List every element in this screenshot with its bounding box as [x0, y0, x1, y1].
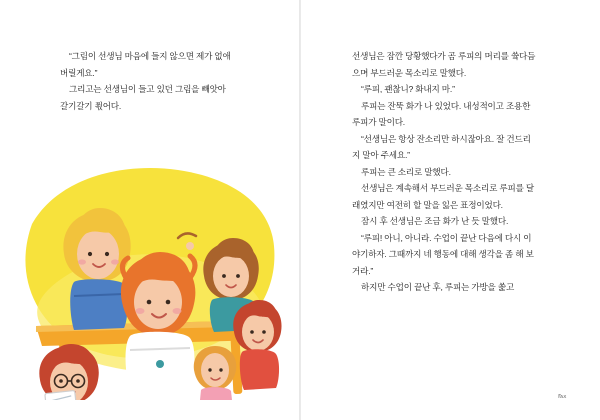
paragraph: “루피, 괜찮니? 화내지 마.”	[361, 84, 455, 94]
paragraph: 잠시 후 선생님은 조금 화가 난 듯 말했다.	[361, 216, 509, 226]
paragraph: 선생님은 계속해서 부드러운 목소리로 루피를 달래였지만 여전히 할 말을 잃은 표정이었다.	[352, 183, 534, 210]
child-pink-shirt	[194, 346, 237, 400]
paragraph: “선생님은 항상 잔소리만 하시잖아요. 잘 건드리지 말아 주세요.”	[352, 133, 531, 160]
paragraph: 그리고는 선생님이 들고 있던 그림을 빼앗아 갈기갈기 쬓어다.	[60, 84, 226, 111]
child-reading-book	[39, 344, 98, 400]
paragraph: 루피는 잔뚝 화가 나 있었다. 내성적이고 조용한 루피가 말이다.	[352, 100, 531, 127]
left-page-text-column	[60, 48, 235, 114]
page-gutter	[299, 0, 301, 420]
classroom-children-illustration	[18, 150, 288, 400]
paragraph: 선생님은 잠깐 당황했다가 곰 루피의 머리를 쓬다듬으며 부드러운 목소리로 말했다.	[352, 51, 536, 78]
doodle-dot	[186, 242, 194, 250]
paragraph: “루피! 아니, 아니라. 수업이 끝난 다음에 다시 이야기하자. 그때까지 네 행동에 대해 생각을 좀 해 보거라.”	[352, 232, 534, 276]
right-page-text-column	[352, 48, 538, 296]
paragraph: 루피는 큰 소리로 말했다.	[361, 166, 451, 177]
page-number: ℻	[558, 393, 567, 400]
paragraph: 하지만 수업이 끝난 후, 루피는 가방을 쏥고	[361, 282, 515, 292]
paragraph: “그림이 선생님 마음에 들지 않으면 제가 없애 버릴게요.”	[60, 51, 231, 78]
